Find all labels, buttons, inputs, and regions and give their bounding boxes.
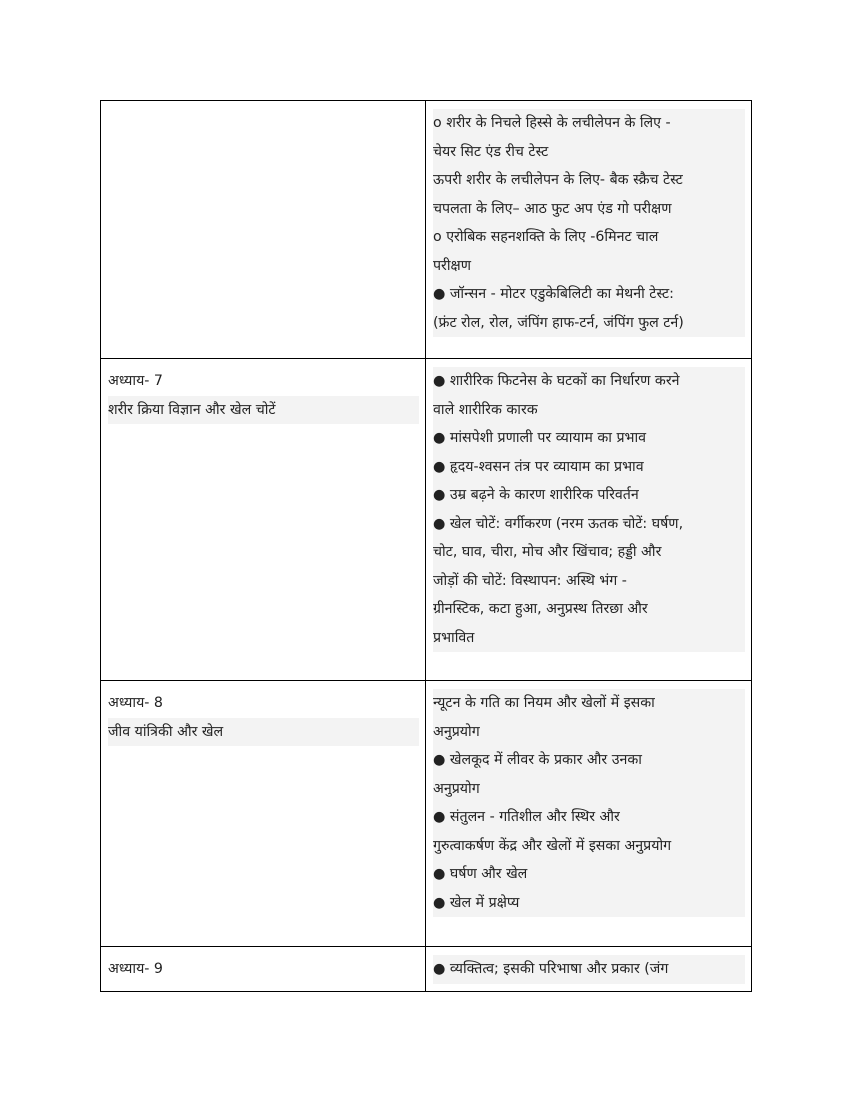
topic-line: चपलता के लिए– आठ फुट अप एंड गो परीक्षण [433, 195, 745, 224]
chapter-cell [101, 359, 426, 681]
topic-line: ● शारीरिक फिटनेस के घटकों का निर्धारण करने [433, 367, 745, 396]
topics-cell [426, 101, 752, 359]
table-row [101, 359, 752, 681]
chapter-cell [101, 947, 426, 992]
topic-line: वाले शारीरिक कारक [433, 396, 745, 425]
chapter-title: जीव यांत्रिकी और खेल [108, 718, 419, 747]
topic-line: ● घर्षण और खेल [433, 860, 745, 889]
topic-line: गुरुत्वाकर्षण केंद्र और खेलों में इसका अनुप्रयोग [433, 832, 745, 861]
chapter-number: अध्याय- 7 [108, 373, 163, 389]
topic-line: ● उम्र बढ़ने के कारण शारीरिक परिवर्तन [433, 481, 745, 510]
chapter-number: अध्याय- 9 [108, 961, 163, 977]
table-row [101, 947, 752, 992]
topic-line: (फ्रंट रोल, रोल, जंपिंग हाफ-टर्न, जंपिंग फुल टर्न) [433, 309, 745, 338]
syllabus-table [100, 100, 752, 992]
topic-line: ● मांसपेशी प्रणाली पर व्यायाम का प्रभाव [433, 424, 745, 453]
topic-line: ग्रीनस्टिक, कटा हुआ, अनुप्रस्थ तिरछा और [433, 595, 745, 624]
topic-line: ● संतुलन - गतिशील और स्थिर और [433, 803, 745, 832]
topic-line: अनुप्रयोग [433, 718, 745, 747]
topics-cell [426, 947, 752, 992]
topic-line: ऊपरी शरीर के लचीलेपन के लिए- बैक स्क्रैच टेस्ट [433, 166, 745, 195]
chapter-cell [101, 101, 426, 359]
topic-line: ● खेल में प्रक्षेप्य [433, 889, 745, 918]
topic-line: ● जॉन्सन - मोटर एडुकेबिलिटी का मेथनी टेस्ट: [433, 280, 745, 309]
topic-line: जोड़ों की चोटें: विस्थापन: अस्थि भंग - [433, 567, 745, 596]
topic-line: न्यूटन के गति का नियम और खेलों में इसका [433, 689, 745, 718]
topic-line: परीक्षण [433, 252, 745, 281]
chapter-title: शरीर क्रिया विज्ञान और खेल चोटें [108, 396, 419, 425]
topic-line: प्रभावित [433, 624, 745, 653]
topic-line: o एरोबिक सहनशक्ति के लिए -6मिनट चाल [433, 223, 745, 252]
topic-line: चोट, घाव, चीरा, मोच और खिंचाव; हड्डी और [433, 538, 745, 567]
topics-cell [426, 359, 752, 681]
table-row [101, 681, 752, 947]
chapter-cell [101, 681, 426, 947]
topic-line: ● खेलकूद में लीवर के प्रकार और उनका [433, 746, 745, 775]
topic-line: ● व्यक्तित्व; इसकी परिभाषा और प्रकार (जंग [433, 955, 745, 984]
topic-line: ● खेल चोटें: वर्गीकरण (नरम ऊतक चोटें: घर्षण, [433, 510, 745, 539]
table-row [101, 101, 752, 359]
topic-line: चेयर सिट एंड रीच टेस्ट [433, 138, 745, 167]
topic-line: ● हृदय-श्वसन तंत्र पर व्यायाम का प्रभाव [433, 453, 745, 482]
topics-cell [426, 681, 752, 947]
chapter-number: अध्याय- 8 [108, 695, 163, 711]
topic-line: o शरीर के निचले हिस्से के लचीलेपन के लिए - [433, 109, 745, 138]
topic-line: अनुप्रयोग [433, 775, 745, 804]
